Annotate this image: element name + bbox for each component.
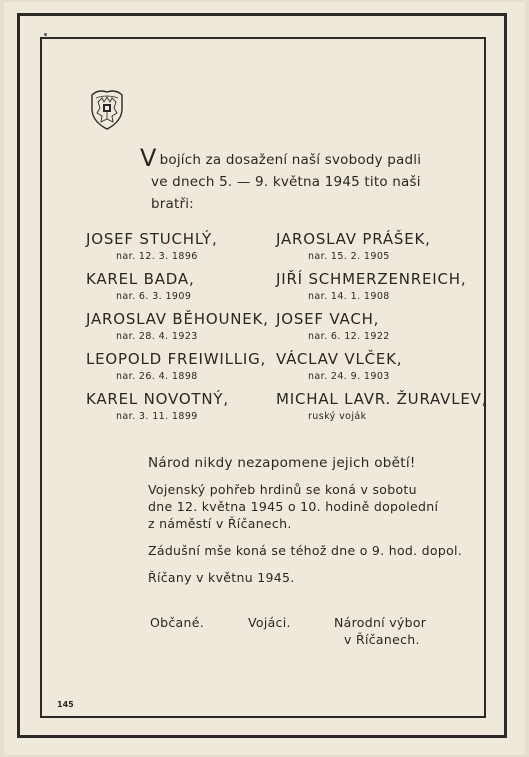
fallen-name: KAREL BADA, [86, 270, 195, 288]
signature-soldiers: Vojáci. [248, 615, 291, 630]
fallen-birth-date: nar. 26. 4. 1898 [116, 371, 198, 382]
intro-text [140, 144, 460, 215]
page-number: 145 [57, 700, 74, 709]
fallen-birth-date: nar. 6. 3. 1909 [116, 291, 192, 302]
fallen-name: JOSEF VACH, [276, 310, 380, 328]
fallen-birth-date: nar. 12. 3. 1896 [116, 251, 198, 262]
signature-citizens: Občané. [150, 615, 204, 630]
fallen-name: LEOPOLD FREIWILLIG, [86, 350, 267, 368]
funeral-line-1: Vojenský pohřeb hrdinů se koná v sobotu [148, 482, 417, 497]
coat-of-arms-icon [88, 86, 126, 131]
place-and-date: Říčany v květnu 1945. [148, 570, 295, 585]
fallen-birth-date: nar. 6. 12. 1922 [308, 331, 390, 342]
fallen-name: JOSEF STUCHLÝ, [86, 230, 218, 248]
signature-committee-line-1: Národní výbor [334, 615, 427, 630]
fallen-name: MICHAL LAVR. ŽURAVLEV, [276, 390, 488, 408]
motto: Národ nikdy nezapomene jejich obětí! [148, 455, 416, 471]
intro-initial: V [140, 144, 157, 172]
intro-line-1: bojích za dosažení naší svobody padli [159, 152, 422, 168]
fallen-birth-date: nar. 14. 1. 1908 [308, 291, 390, 302]
funeral-line-2: dne 12. května 1945 o 10. hodině dopolední [148, 499, 439, 514]
fallen-nationality-note: ruský voják [308, 411, 367, 422]
fallen-name: KAREL NOVOTNÝ, [86, 390, 229, 408]
mass-announcement: Zádušní mše koná se téhož dne o 9. hod. dopol. [148, 543, 463, 558]
fallen-birth-date: nar. 24. 9. 1903 [308, 371, 390, 382]
fallen-birth-date: nar. 15. 2. 1905 [308, 251, 390, 262]
fallen-birth-date: nar. 3. 11. 1899 [116, 411, 198, 422]
intro-line-2: ve dnech 5. — 9. května 1945 tito naši bratři: [151, 174, 421, 212]
fallen-name: JIŘÍ SCHMERZENREICH, [276, 270, 467, 288]
fallen-birth-date: nar. 28. 4. 1923 [116, 331, 198, 342]
funeral-line-3: z náměstí v Říčanech. [148, 516, 292, 531]
fallen-name: VÁCLAV VLČEK, [276, 350, 403, 368]
signature-committee-line-2: v Říčanech. [344, 632, 420, 647]
fallen-name: JAROSLAV BĚHOUNEK, [86, 310, 269, 328]
fallen-name: JAROSLAV PRÁŠEK, [276, 230, 431, 248]
